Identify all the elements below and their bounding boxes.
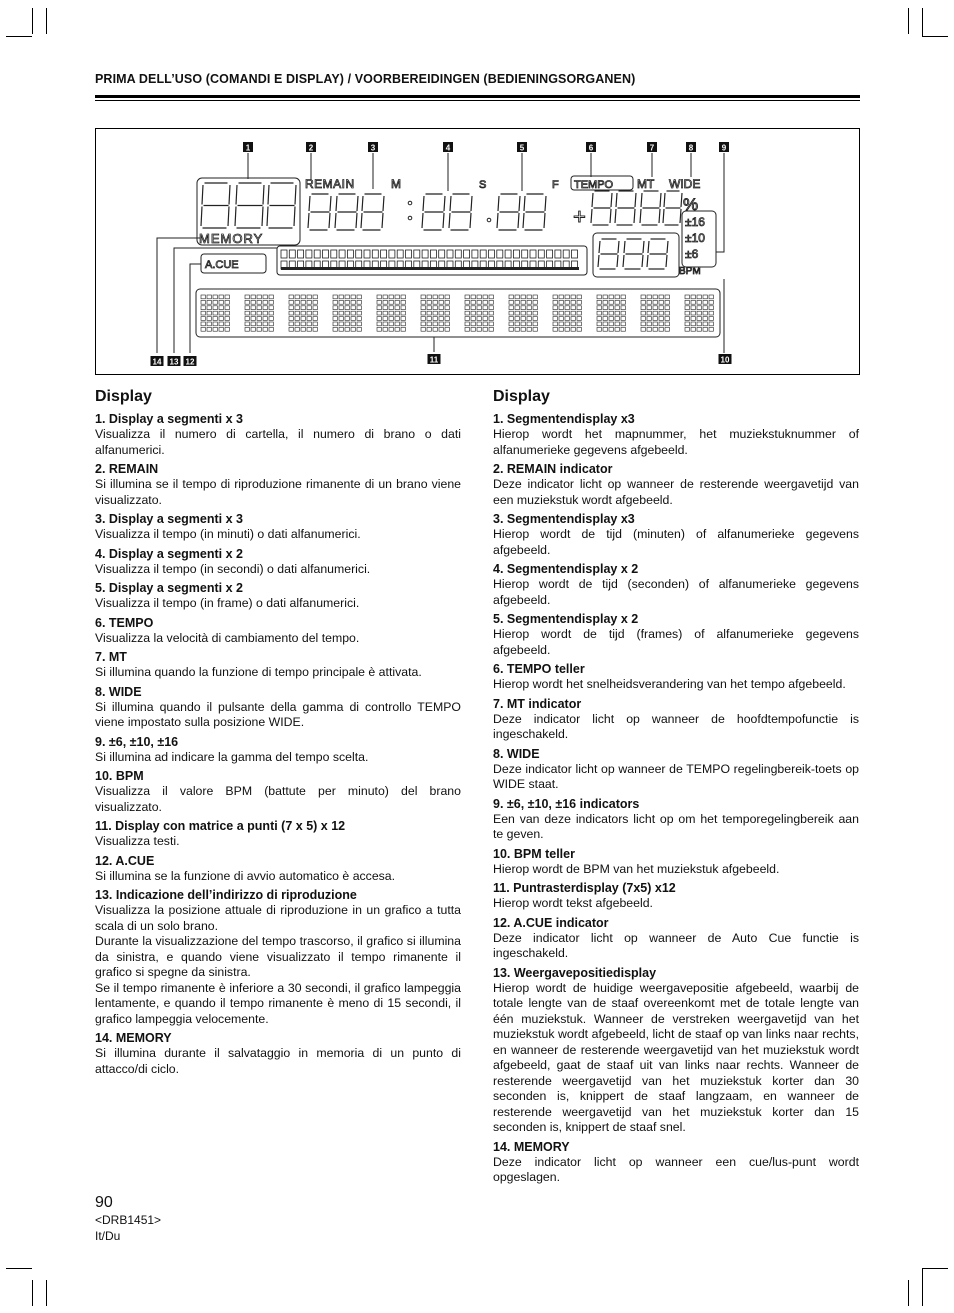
italian-item-title: 1. Display a segmenti x 3 <box>95 412 243 426</box>
italian-item-title: 5. Display a segmenti x 2 <box>95 581 243 595</box>
dutch-item <box>493 847 859 878</box>
dutch-item <box>493 512 859 558</box>
dutch-item <box>493 412 859 458</box>
dot-matrix-character <box>245 295 273 331</box>
dutch-item-description: Deze indicator licht op wanneer de Auto Cue functie is ingeschakeld. <box>493 930 859 960</box>
dutch-item-title: 1. Segmentendisplay x3 <box>493 412 635 426</box>
dutch-item <box>493 881 859 912</box>
callout-13 <box>168 356 181 367</box>
bpm-indicator: BPM <box>679 266 701 277</box>
address-bar-segment <box>555 250 561 258</box>
segment-digit <box>640 191 661 225</box>
italian-item-description: Durante la visualizzazione del tempo trascorso, il grafico si illumina da sinistra, e quando viene visualizzato il tempo rimanente il grafico si spegne da sinistra. <box>95 934 461 979</box>
italian-item-description: Visualizza il tempo (in minuti) o dati alfanumerici. <box>95 527 361 541</box>
segment-digit <box>615 191 636 225</box>
segment-digits <box>201 183 682 269</box>
italian-item-description: Si illumina se il tempo di riproduzione rimanente di un brano viene visualizzato. <box>95 477 461 507</box>
segment-digit <box>235 183 264 228</box>
range-16-indicator: ±16 <box>685 215 705 229</box>
italian-item-description: Visualizza il tempo (in secondi) o dati alfanumerici. <box>95 561 371 576</box>
dutch-item-description: Een van deze indicators licht op om het temporegelingbereik aan te geven. <box>493 811 859 841</box>
italian-item <box>95 735 461 766</box>
callout-12 <box>184 356 197 367</box>
segment-digit <box>201 183 230 228</box>
italian-item <box>95 512 461 543</box>
dutch-column <box>493 388 859 1190</box>
segment-digit <box>598 239 619 269</box>
italian-item <box>95 1031 461 1077</box>
dutch-item-title: 2. REMAIN indicator <box>493 462 613 476</box>
italian-item-title: 10. BPM <box>95 769 144 783</box>
svg-text:2: 2 <box>308 143 314 153</box>
remain-indicator: REMAIN <box>305 177 355 191</box>
dutch-item-title: 10. BPM teller <box>493 846 575 861</box>
italian-item <box>95 412 461 458</box>
italian-item-description: Si illumina ad indicare la gamma del tempo scelta. <box>95 749 369 764</box>
address-bar-segment <box>314 250 320 258</box>
address-bar-segment <box>489 250 495 258</box>
colon-dot-bottom <box>408 216 412 220</box>
dutch-item <box>493 562 859 608</box>
italian-item-description: Visualizza la posizione attuale di riproduzione in un grafico a tutta scala di un solo brano. <box>95 903 461 933</box>
italian-item-description: Visualizza la velocità di cambiamento del tempo. <box>95 630 360 645</box>
dutch-item <box>493 462 859 508</box>
dutch-item <box>493 747 859 793</box>
italian-item <box>95 462 461 508</box>
dutch-item-description: Deze indicator licht op wanneer een cue/lus-punt wordt opgeslagen. <box>493 1154 859 1184</box>
segment-digit <box>623 239 644 269</box>
dot-matrix-character <box>597 295 625 331</box>
address-bar-segment <box>505 250 511 258</box>
dutch-item-description: Deze indicator licht op wanneer de TEMPO regelingbereik-toets op WIDE staat. <box>493 761 859 791</box>
address-bar-segment <box>347 250 353 258</box>
address-bar-segment <box>306 250 312 258</box>
address-bar-baseline <box>281 267 579 270</box>
italian-item <box>95 650 461 681</box>
document-code: <DRB1451> <box>95 1213 162 1227</box>
dutch-item-title: 6. TEMPO teller <box>493 662 585 676</box>
dutch-item-title: 8. WIDE <box>493 746 540 761</box>
address-bar-segment <box>364 250 370 258</box>
italian-item <box>95 854 461 885</box>
wide-indicator: WIDE <box>669 177 701 191</box>
dot-matrix-character <box>465 295 493 331</box>
svg-text:12: 12 <box>185 357 195 367</box>
italian-item <box>95 547 461 578</box>
dutch-item-title: 7. MT indicator <box>493 696 582 711</box>
italian-item-description: Si illumina quando il pulsante della gamma di controllo TEMPO viene impostato sulla posizione WIDE. <box>95 699 461 729</box>
dot-matrix-character <box>641 295 669 331</box>
italian-item-title: 8. WIDE <box>95 684 142 699</box>
address-bar-segment <box>414 250 420 258</box>
mt-indicator: MT <box>637 177 655 191</box>
frames-indicator: F <box>552 179 559 191</box>
address-bar-segment <box>323 250 329 258</box>
address-bar-segment <box>389 250 395 258</box>
segment-digit <box>267 183 296 228</box>
callout-7 <box>647 142 657 153</box>
address-bar-segment <box>298 250 304 258</box>
header-rule-thick <box>95 95 860 98</box>
dutch-item <box>493 797 859 843</box>
address-bar-segment <box>397 250 403 258</box>
range-6-indicator: ±6 <box>685 247 699 261</box>
segment-digit <box>335 194 358 230</box>
segment-digit <box>663 191 682 225</box>
dutch-item-list <box>493 412 859 1186</box>
dutch-item <box>493 1140 859 1186</box>
italian-item-description: Si illumina quando la funzione di tempo principale è attivata. <box>95 665 422 679</box>
dot-matrix-character <box>201 295 229 331</box>
callout-14 <box>151 356 164 367</box>
svg-text:7: 7 <box>649 143 655 153</box>
dutch-item-title: 4. Segmentendisplay x 2 <box>493 562 639 576</box>
italian-item-description: Visualizza il tempo (in frame) o dati alfanumerici. <box>95 596 360 610</box>
dot-matrix-character <box>289 295 317 331</box>
callout-1 <box>243 142 253 153</box>
colon-dot-top <box>408 201 412 205</box>
italian-item <box>95 769 461 815</box>
dot-matrix-character <box>509 295 537 331</box>
svg-text:5: 5 <box>519 143 525 153</box>
address-bar-segment <box>464 250 470 258</box>
svg-text:1: 1 <box>245 143 251 153</box>
address-bar-segment <box>538 250 544 258</box>
italian-item-list <box>95 412 461 1077</box>
svg-text:3: 3 <box>370 143 376 153</box>
address-bar-segment <box>281 250 287 258</box>
callout-4 <box>443 142 453 153</box>
italian-item-title: 12. A.CUE <box>95 853 155 868</box>
display-diagram <box>95 128 860 375</box>
svg-text:14: 14 <box>152 357 162 367</box>
segment-digit <box>497 194 520 230</box>
italian-item <box>95 685 461 731</box>
dutch-item-description: Hierop wordt het snelheidsverandering van het tempo afgebeeld. <box>493 677 846 691</box>
dutch-heading: Display <box>493 388 550 405</box>
svg-text:6: 6 <box>588 143 594 153</box>
dutch-item-description: Hierop wordt het mapnummer, het muziekstuknummer of alfanumerieke gegevens afgebeeld. <box>493 427 859 457</box>
callout-10 <box>719 354 732 365</box>
page-number: 90 <box>95 1194 113 1211</box>
tempo-plus-sign: + <box>573 204 586 229</box>
italian-heading: Display <box>95 388 152 405</box>
address-bar-segment <box>455 250 461 258</box>
address-bar-segment <box>372 250 378 258</box>
segment-digit <box>422 194 445 230</box>
italian-item <box>95 888 461 934</box>
callout-11 <box>428 354 441 365</box>
italian-item-title: 13. Indicazione dell’indirizzo di riproduzione <box>95 888 357 902</box>
dot-matrix-character <box>333 295 361 331</box>
svg-text:4: 4 <box>445 143 451 153</box>
address-bar-segment <box>547 250 553 258</box>
dutch-item-description: Deze indicator licht op wanneer de resterende weergavetijd van een muziekstuk wordt afgebeeld. <box>493 477 859 507</box>
italian-item-title: 4. Display a segmenti x 2 <box>95 546 243 561</box>
callout-9 <box>719 142 729 153</box>
segment-digit <box>361 194 384 230</box>
callout-5 <box>517 142 527 153</box>
seconds-indicator: S <box>479 179 487 191</box>
address-bar-segment <box>563 250 569 258</box>
segment-digit <box>523 194 546 230</box>
dutch-item <box>493 662 859 693</box>
callout-6 <box>586 142 596 153</box>
dutch-item-title: 9. ±6, ±10, ±16 indicators <box>493 796 640 811</box>
address-bar-segment <box>447 250 453 258</box>
dutch-item-description: Hierop wordt de BPM van het muziekstuk afgebeeld. <box>493 861 780 876</box>
dot-matrix-character <box>685 295 713 331</box>
segment-digit <box>449 194 472 230</box>
colon-dot-seconds <box>487 218 491 222</box>
italian-item <box>95 981 461 1028</box>
dot-matrix-character <box>377 295 405 331</box>
page-header: PRIMA DELL’USO (COMANDI E DISPLAY) / VOORBEREIDINGEN (BEDIENINGSORGANEN) <box>95 72 636 86</box>
address-bar-segment <box>289 250 295 258</box>
address-bar-segment <box>513 250 519 258</box>
acue-indicator: A.CUE <box>205 259 239 271</box>
italian-item-description: Visualizza il valore BPM (battute per minuto) del brano visualizzato. <box>95 784 461 814</box>
language-code: It/Du <box>95 1229 121 1243</box>
page-footer <box>95 1194 161 1244</box>
address-bar-segment <box>381 250 387 258</box>
segment-digit <box>591 191 612 225</box>
tempo-indicator: TEMPO <box>574 179 614 191</box>
address-bar-segment <box>497 250 503 258</box>
italian-item-title: 9. ±6, ±10, ±16 <box>95 734 179 749</box>
callout-8 <box>686 142 696 153</box>
minutes-indicator: M <box>391 177 401 191</box>
address-bar-segment <box>422 250 428 258</box>
address-bar-segment <box>406 250 412 258</box>
dot-matrix-character <box>553 295 581 331</box>
italian-item-title: 2. REMAIN <box>95 462 159 476</box>
dutch-item-description: Hierop wordt de tijd (minuten) of alfanumerieke gegevens afgebeeld. <box>493 527 859 557</box>
italian-item-title: 11. Display con matrice a punti (7 x 5) x 12 <box>95 819 346 833</box>
address-bar-segment <box>339 250 345 258</box>
address-bar-segment <box>472 250 478 258</box>
dot-matrix-frame <box>196 289 720 337</box>
italian-item-description: Visualizza il numero di cartella, il numero di brano o dati alfanumerici. <box>95 427 461 457</box>
address-bar-segment <box>480 250 486 258</box>
svg-text:11: 11 <box>429 355 439 365</box>
percent-sign: % <box>683 195 699 214</box>
italian-item-description: Si illumina se la funzione di avvio automatico è accesa. <box>95 868 396 883</box>
italian-item <box>95 581 461 612</box>
italian-item <box>95 934 461 981</box>
header-rule-thin <box>95 100 860 101</box>
dutch-item-title: 5. Segmentendisplay x 2 <box>493 612 639 626</box>
memory-indicator: MEMORY <box>199 231 264 246</box>
dot-matrix-display <box>201 295 713 331</box>
italian-item-title: 14. MEMORY <box>95 1031 172 1045</box>
italian-item-title: 6. TEMPO <box>95 615 154 630</box>
italian-item <box>95 616 461 647</box>
dot-matrix-character <box>421 295 449 331</box>
dutch-item <box>493 966 859 1136</box>
address-bar-segment <box>439 250 445 258</box>
italian-item-description: Si illumina durante il salvataggio in memoria di un punto di attacco/di ciclo. <box>95 1046 461 1076</box>
dutch-item-description: Hierop wordt tekst afgebeeld. <box>493 896 653 910</box>
svg-text:10: 10 <box>720 355 730 365</box>
display-diagram-svg <box>96 129 859 374</box>
dutch-item-title: 3. Segmentendisplay x3 <box>493 512 635 526</box>
dutch-item-title: 14. MEMORY <box>493 1139 570 1154</box>
address-bar-segment <box>530 250 536 258</box>
segment-digit <box>647 239 668 269</box>
svg-text:8: 8 <box>688 143 694 153</box>
address-bar-segment <box>572 250 578 258</box>
svg-text:13: 13 <box>169 357 179 367</box>
italian-item-description: Visualizza testi. <box>95 834 180 848</box>
callout-3 <box>368 142 378 153</box>
bpm-frame <box>593 233 679 277</box>
dutch-item <box>493 916 859 962</box>
callout-2 <box>306 142 316 153</box>
address-bar-segment <box>522 250 528 258</box>
italian-item-title: 3. Display a segmenti x 3 <box>95 512 243 526</box>
address-bar-segment <box>356 250 362 258</box>
playing-address-bar <box>281 250 579 270</box>
dutch-item-title: 11. Puntrasterdisplay (7x5) x12 <box>493 881 676 895</box>
italian-item <box>95 819 461 850</box>
dutch-item-title: 13. Weergavepositiedisplay <box>493 965 657 980</box>
italian-item-description: Se il tempo rimanente è inferiore a 30 secondi, il grafico lampeggia lentamente, e quando il tempo rimanente è meno di 15 secondi, il grafico lampeggia velocemente. <box>95 980 461 1026</box>
italian-column <box>95 388 461 1081</box>
address-bar-segment <box>331 250 337 258</box>
italian-item-title: 7. MT <box>95 650 127 664</box>
range-10-indicator: ±10 <box>685 231 705 245</box>
dutch-item-description: Deze indicator licht op wanneer de hoofdtempofunctie is ingeschakeld. <box>493 711 859 741</box>
dutch-item-title: 12. A.CUE indicator <box>493 915 609 930</box>
dutch-item <box>493 697 859 743</box>
svg-text:9: 9 <box>721 143 727 153</box>
address-bar-segment <box>430 250 436 258</box>
dutch-item-description: Hierop wordt de huidige weergavepositie afgebeeld, waarbij de totale lengte van de staaf overeenkomt met de totale lengte van één muziekstuk. Wanneer de verstreken weergavetijd van het muziekstuk wordt afgebeeld, licht de staaf op van links naar rechts, en wanneer de resterende weergavetijd van het muziekstuk wordt afgebeeld, gaat de staaf uit van links naar rechts. Wanneer de resterende weergavetijd van het muziekstuk korter dan 30 seconden is, knippert de staaf langzaam, en wanneer de resterende weergavetijd van het muziekstuk korter dan 15 seconden is, knippert de staaf snel. <box>493 980 859 1134</box>
dutch-item-description: Hierop wordt de tijd (seconden) of alfanumerieke gegevens afgebeeld. <box>493 577 859 607</box>
dutch-item-description: Hierop wordt de tijd (frames) of alfanumerieke gegevens afgebeeld. <box>493 627 859 657</box>
segment-digit <box>308 194 331 230</box>
dutch-item <box>493 612 859 658</box>
